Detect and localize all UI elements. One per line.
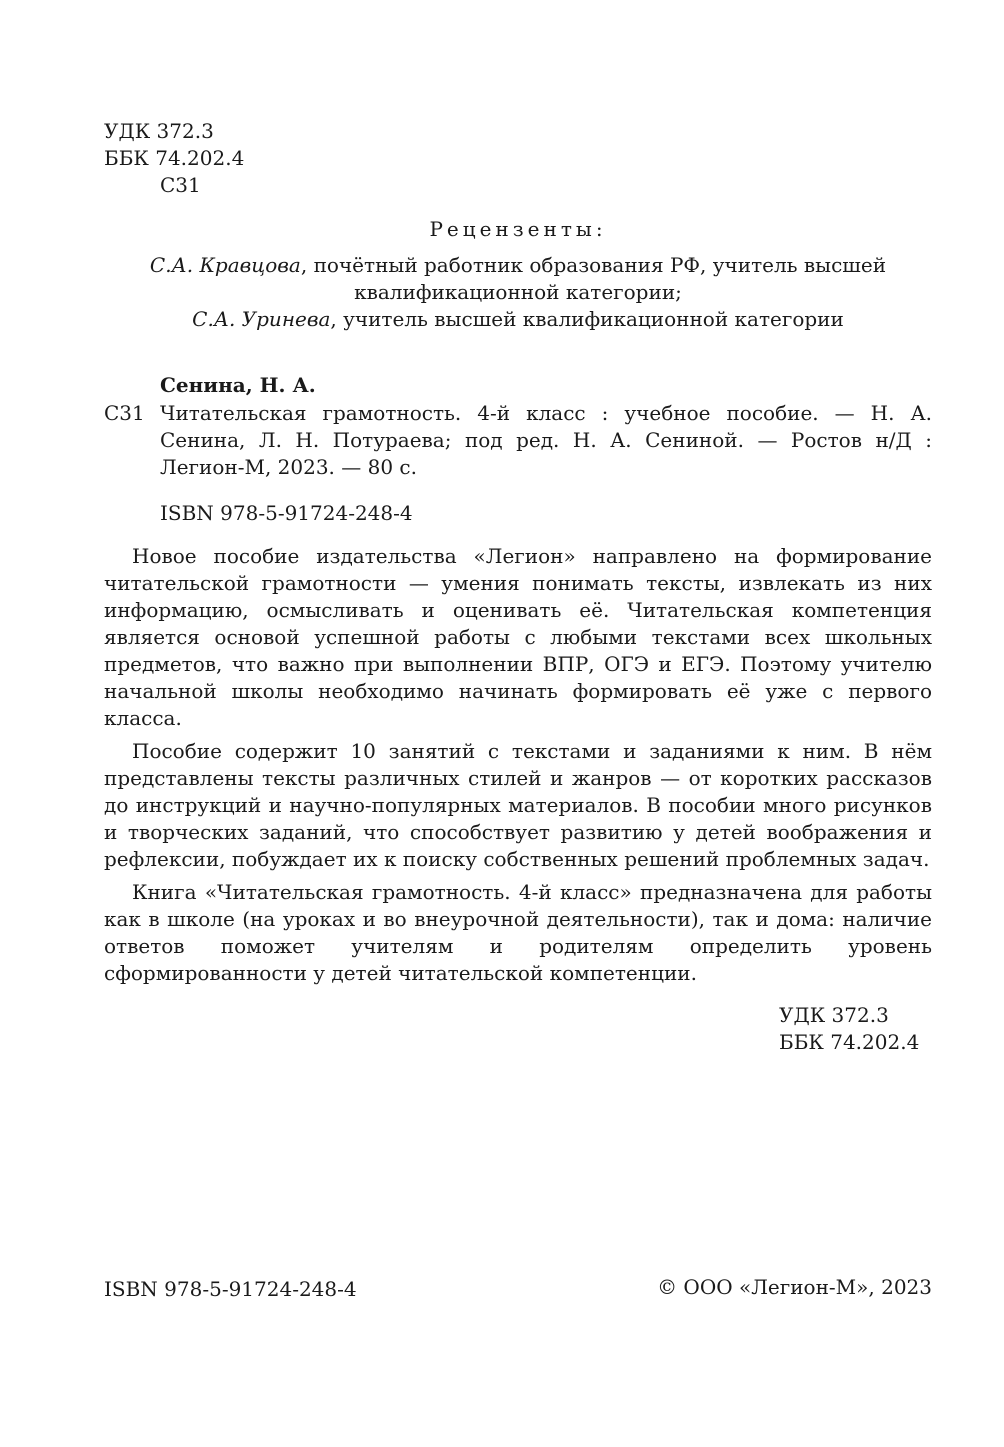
record-description: Читательская грамотность. 4-й класс : учебное пособие. — Н. А. Сенина, Л. Н. Потураева; под ред. Н. А. Сениной. — Ростов н/Д : Легион-М, 2023. — 80 с. xyxy=(160,401,932,479)
reviewers-heading: Рецензенты: xyxy=(429,217,607,241)
reviewer-2-name: С.А. Уринева xyxy=(192,307,331,331)
reviewer-1-role: , почётный работник образования РФ, учитель высшей xyxy=(300,253,887,277)
author-mark: С31 xyxy=(160,173,201,197)
udk-code: УДК 372.3 xyxy=(104,119,214,143)
annotation xyxy=(104,543,932,987)
record-isbn: ISBN 978-5-91724-248-4 xyxy=(160,501,413,525)
classification-block xyxy=(104,118,244,199)
bbk-code-right: ББК 74.202.4 xyxy=(779,1030,920,1054)
reviewer-1-role-cont: квалификационной категории; xyxy=(354,280,682,304)
annotation-paragraph-1: Новое пособие издательства «Легион» направлено на формирование читательской грамотности — умения понимать тексты, извлекать из них информацию, осмысливать и оценивать её. Читательская компетенция является основой успешной работы с любыми текстами всех школьных предметов, что важно при выполнении ВПР, ОГЭ и ЕГЭ. Поэтому учителю начальной школы необходимо начинать формировать её уже с первого класса. xyxy=(104,544,932,730)
reviewer-1-name: С.А. Кравцова xyxy=(149,253,301,277)
index-right-block xyxy=(779,1002,919,1056)
bbk-code: ББК 74.202.4 xyxy=(104,146,245,170)
annotation-paragraph-2: Пособие содержит 10 занятий с текстами и заданиями к ним. В нём представлены тексты различных стилей и жанров — от коротких рассказов до инструкций и научно-популярных материалов. В пособии много рисунков и творческих заданий, что способствует развитию у детей воображения и рефлексии, побуждает их к поиску собственных решений проблемных задач. xyxy=(104,739,932,871)
reviewer-1 xyxy=(104,252,932,306)
record-author: Сенина, Н. А. xyxy=(160,373,316,397)
reviewers-block xyxy=(104,216,932,333)
udk-code-right: УДК 372.3 xyxy=(779,1003,889,1027)
reviewer-2 xyxy=(104,306,932,333)
footer-isbn: ISBN 978-5-91724-248-4 xyxy=(104,1277,357,1301)
annotation-paragraph-3: Книга «Читательская грамотность. 4-й класс» предназначена для работы как в школе (на уроках и во внеурочной деятельности), так и дома: наличие ответов поможет учителям и родителям определить уровень сформированности у детей читательской компетенции. xyxy=(104,880,932,985)
reviewer-2-role: , учитель высшей квалификационной категории xyxy=(330,307,844,331)
footer-copyright: © ООО «Легион-М», 2023 xyxy=(657,1275,932,1299)
record-mark: С31 xyxy=(104,401,145,425)
